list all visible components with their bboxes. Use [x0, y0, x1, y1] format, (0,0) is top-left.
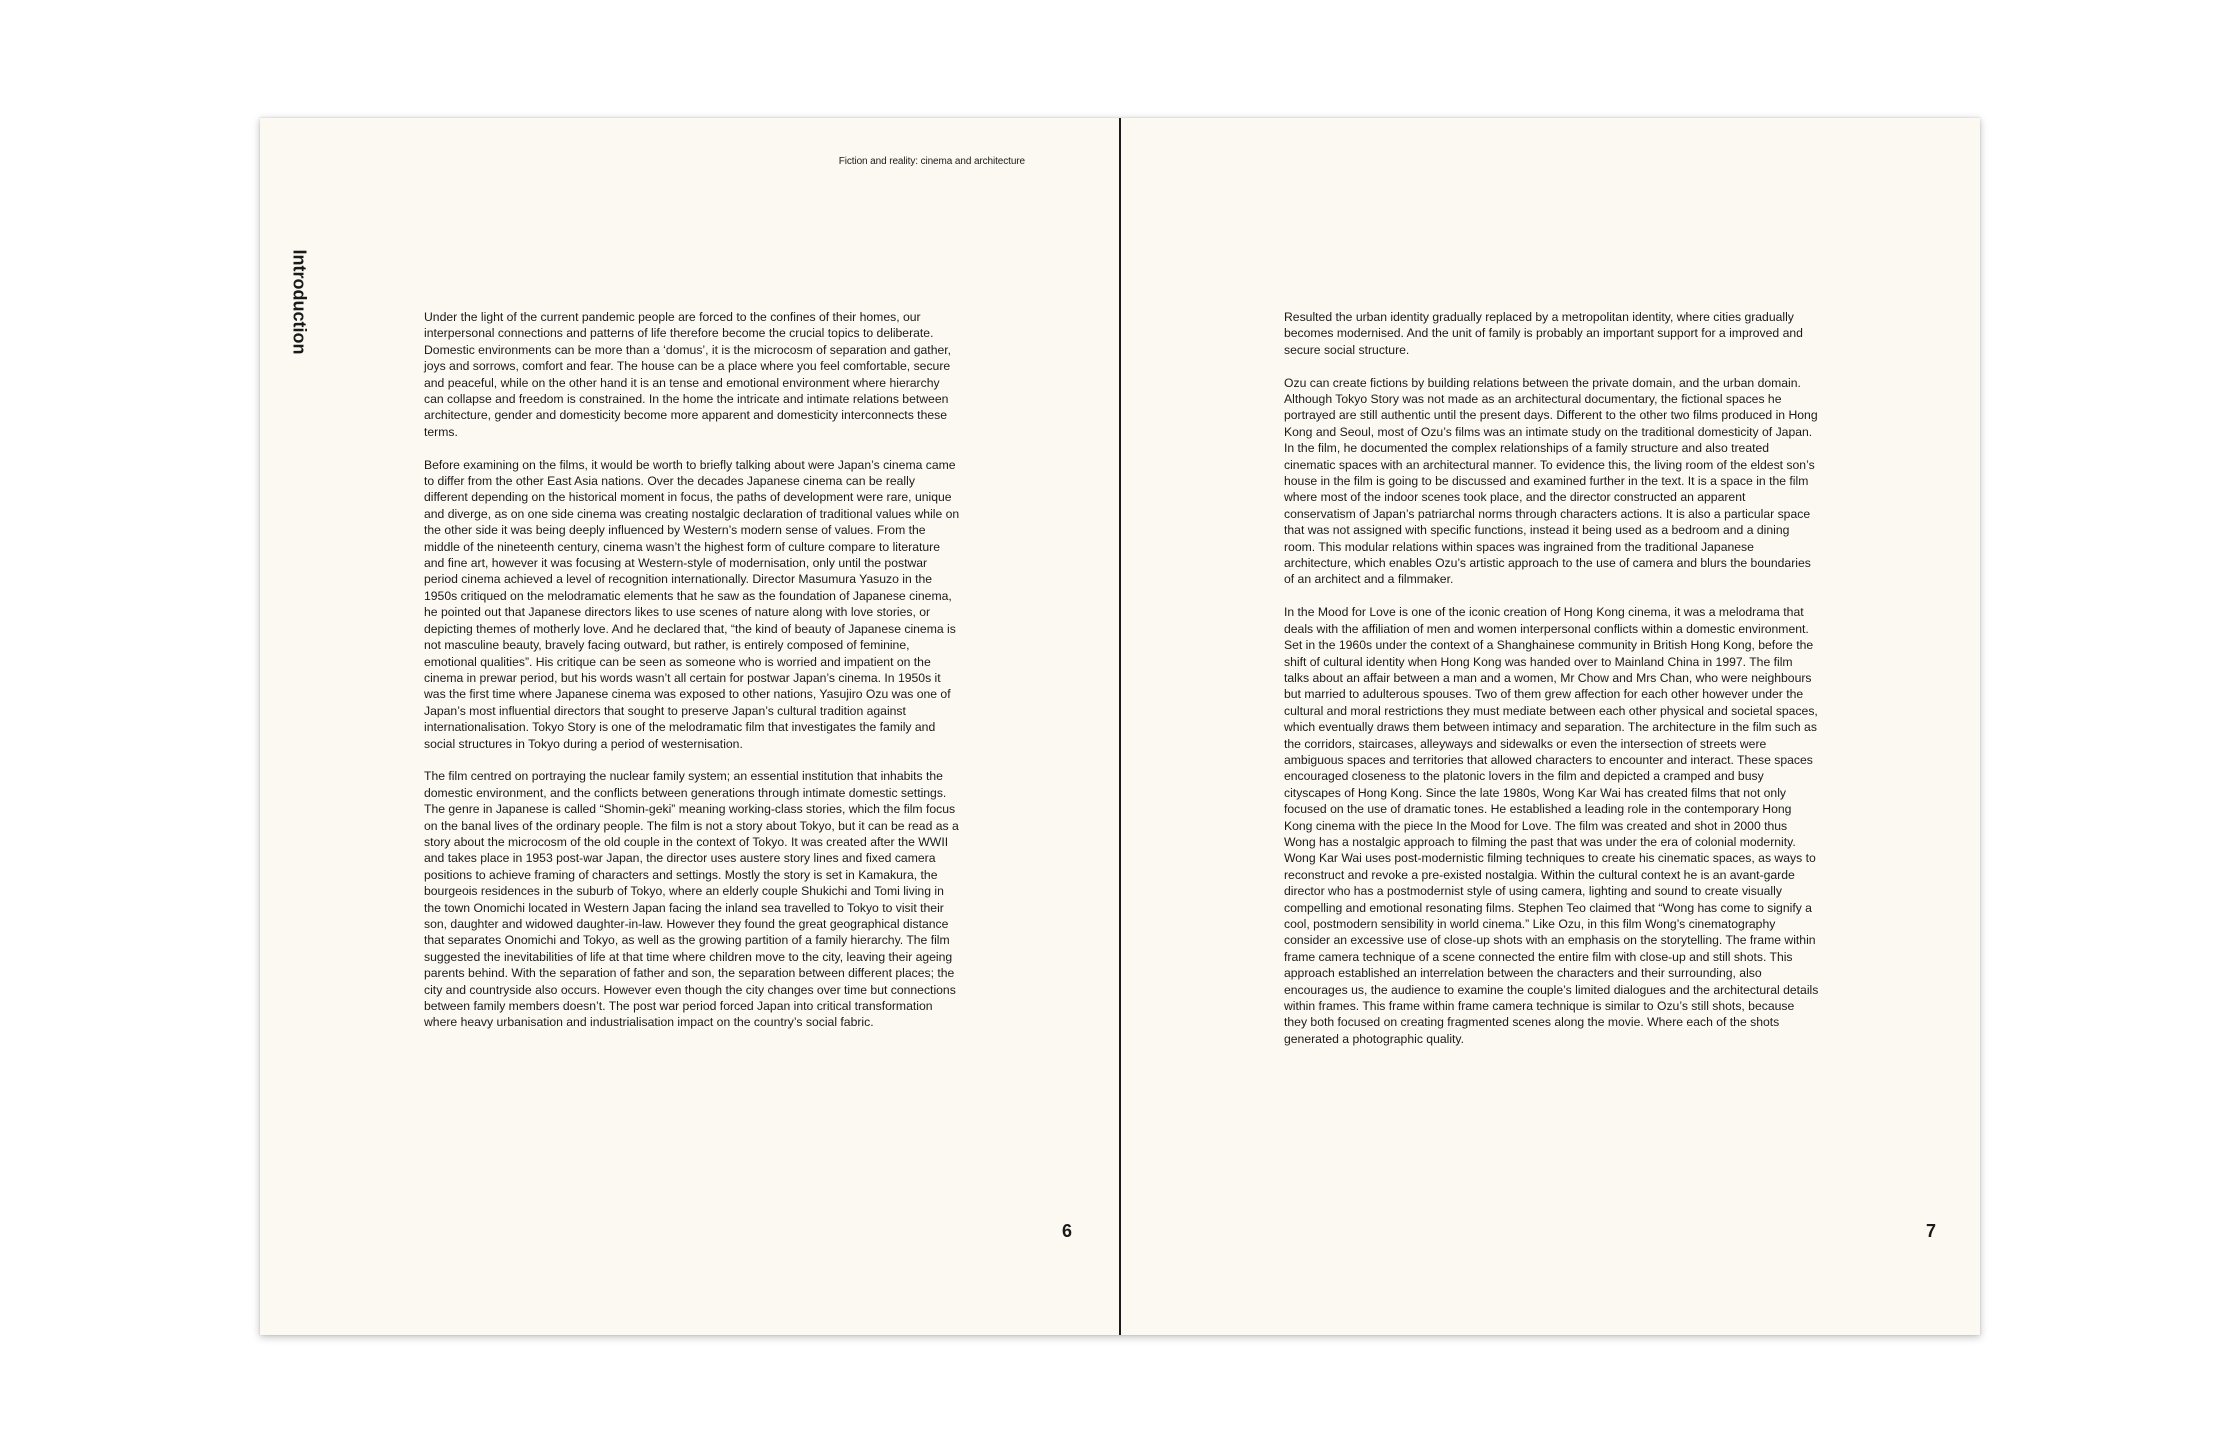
- page-number-right: 7: [1926, 1221, 1937, 1241]
- spine-divider: [1119, 118, 1121, 1335]
- left-page-column: [424, 309, 960, 1047]
- paragraph: Before examining on the films, it would be worth to briefly talking about were Japan’s cinema came to differ from the other East Asia nations. Over the decades Japanese cinema can be really different depending on the historical moment in focus, the paths of development were rare, unique and diverge, as on one side cinema was creating nostalgic declaration of traditional values while on the other side it was being deeply influenced by Western’s modern sense of values. From the middle of the nineteenth century, cinema wasn’t the highest form of culture compare to literature and fine art, however it was focusing at Western-style of modernisation, only until the postwar period cinema achieved a level of recognition internationally. Director Masumura Yasuzo in the 1950s critiqued on the melodramatic elements that he saw as the foundation of Japanese cinema, he pointed out that Japanese directors likes to use scenes of nature along with love stories, or depicting themes of motherly love. And he declared that, “the kind of beauty of Japanese cinema is not masculine beauty, bravely facing outward, but rather, is entirely composed of feminine, emotional qualities”. His critique can be seen as someone who is worried and impatient on the cinema in prewar period, but his words wasn’t all certain for postwar Japan’s cinema. In 1950s it was the first time where Japanese cinema was exposed to other nations, Yasujiro Ozu was one of Japan’s most influential directors that sought to preserve Japan’s cultural tradition against internationalisation. Tokyo Story is one of the melodramatic film that investigates the family and social structures in Tokyo during a period of westernisation.: [424, 457, 960, 751]
- section-title: [286, 232, 312, 372]
- right-page-column: [1284, 309, 1820, 1064]
- paragraph: In the Mood for Love is one of the iconic creation of Hong Kong cinema, it was a melodrama that deals with the affiliation of men and women interpersonal conflicts within a domestic environment. Set in the 1960s under the context of a Shanghainese community in British Hong Kong, before the shift of cultural identity when Hong Kong was handed over to Mainland China in 1997. The film talks about an affair between a man and a women, Mr Chow and Mrs Chan, who were neighbours but married to adulterous spouses. Two of them grew affection for each other however under the cultural and moral restrictions they must mediate between each other physical and societal spaces, which eventually draws them between intimacy and separation. The architecture in the film such as the corridors, staircases, alleyways and sidewalks or even the intersection of streets were ambiguous spaces and territories that allowed characters to encounter and interact. These spaces encouraged closeness to the platonic lovers in the film and depicted a cramped and busy cityscapes of Hong Kong. Since the late 1980s, Wong Kar Wai has created films that not only focused on the use of dramatic tones. He established a leading role in the contemporary Hong Kong cinema with the piece In the Mood for Love. The film was created and shot in 2000 thus Wong has a nostalgic approach to filming the past that was under the era of colonial modernity. Wong Kar Wai uses post-modernistic filming techniques to create his cinematic spaces, as ways to reconstruct and revoke a pre-existed nostalgia. Within the cultural context he is an avant-garde director who has a postmodernist style of using camera, lighting and sound to create visually compelling and emotional resonating films. Stephen Teo claimed that “Wong has come to signify a cool, postmodern sensibility in world cinema.” Like Ozu, in this film Wong’s cinematography consider an excessive use of close-up shots with an emphasis on the storytelling. The frame within frame camera technique of a scene connected the entire film with close-up and still shots. This approach established an interrelation between the characters and their surrounding, also encourages us, the audience to examine the couple’s limited dialogues and the architectural details within frames. This frame within frame camera technique is similar to Ozu’s still shots, because they both focused on creating fragmented scenes along the movie. Where each of the shots generated a photographic quality.: [1284, 605, 1819, 1046]
- paragraph: Resulted the urban identity gradually replaced by a metropolitan identity, where cities gradually becomes modernised. And the unit of family is probably an important support for a improved and secure social structure.: [1284, 310, 1803, 357]
- running-head: Fiction and reality: cinema and architecture: [838, 156, 1025, 167]
- section-title-text: Introduction: [289, 249, 310, 355]
- paragraph: Under the light of the current pandemic people are forced to the confines of their homes, our interpersonal connections and patterns of life therefore become the crucial topics to deliberate. Domestic environments can be more than a ‘domus’, it is the microcosm of separation and gather, joys and sorrows, comfort and fear. The house can be a place where you feel comfortable, secure and peaceful, while on the other hand it is an tense and emotional environment where hierarchy can collapse and freedom is constrained. In the home the intricate and intimate relations between architecture, gender and domesticity become more apparent and domesticity interconnects these terms.: [424, 310, 952, 439]
- page-number-left: 6: [1062, 1221, 1073, 1241]
- paragraph: The film centred on portraying the nuclear family system; an essential institution that inhabits the domestic environment, and the conflicts between generations through intimate domestic settings. The genre in Japanese is called “Shomin-geki” meaning working-class stories, which the film focus on the banal lives of the ordinary people. The film is not a story about Tokyo, but it can be read as a story about the microcosm of the old couple in the context of Tokyo. It was created after the WWII and takes place in 1953 post-war Japan, the director uses austere story lines and fixed camera positions to achieve framing of characters and settings. Mostly the story is set in Kamakura, the bourgeois residences in the suburb of Tokyo, where an elderly couple Shukichi and Tomi living in the town Onomichi located in Western Japan facing the inland sea travelled to Tokyo to visit their son, daughter and widowed daughter-in-law. However they found the great geographical distance that separates Onomichi and Tokyo, as well as the growing partition of a family hierarchy. The film suggested the inevitabilities of life at that time where children move to the city, leaving their ageing parents behind. With the separation of father and son, the separation between different places; the city and countryside also occurs. However even though the city changes over time but connections between family members doesn’t. The post war period forced Japan into critical transformation where heavy urbanisation and industrialisation impact on the country’s social fabric.: [424, 769, 959, 1030]
- paragraph: Ozu can create fictions by building relations between the private domain, and the urban domain. Although Tokyo Story was not made as an architectural documentary, the fictional spaces he portrayed are still authentic until the present days. Different to the other two films produced in Hong Kong and Seoul, most of Ozu’s films was an intimate study on the traditional domesticity of Japan. In the film, he documented the complex relationships of a family structure and also treated cinematic spaces with an architectural manner. To evidence this, the living room of the eldest son’s house in the film is going to be discussed and examined further in the text. It is a space in the film where most of the indoor scenes took place, and the director constructed an apparent conservatism of Japan’s patriarchal norms through characters actions. It is also a particular space that was not assigned with specific functions, instead it being used as a bedroom and a dining room. This modular relations within spaces was ingrained from the traditional Japanese architecture, which enables Ozu’s artistic approach to the use of camera and blurs the boundaries of an architect and a filmmaker.: [1284, 375, 1818, 587]
- book-spread: [260, 118, 1980, 1335]
